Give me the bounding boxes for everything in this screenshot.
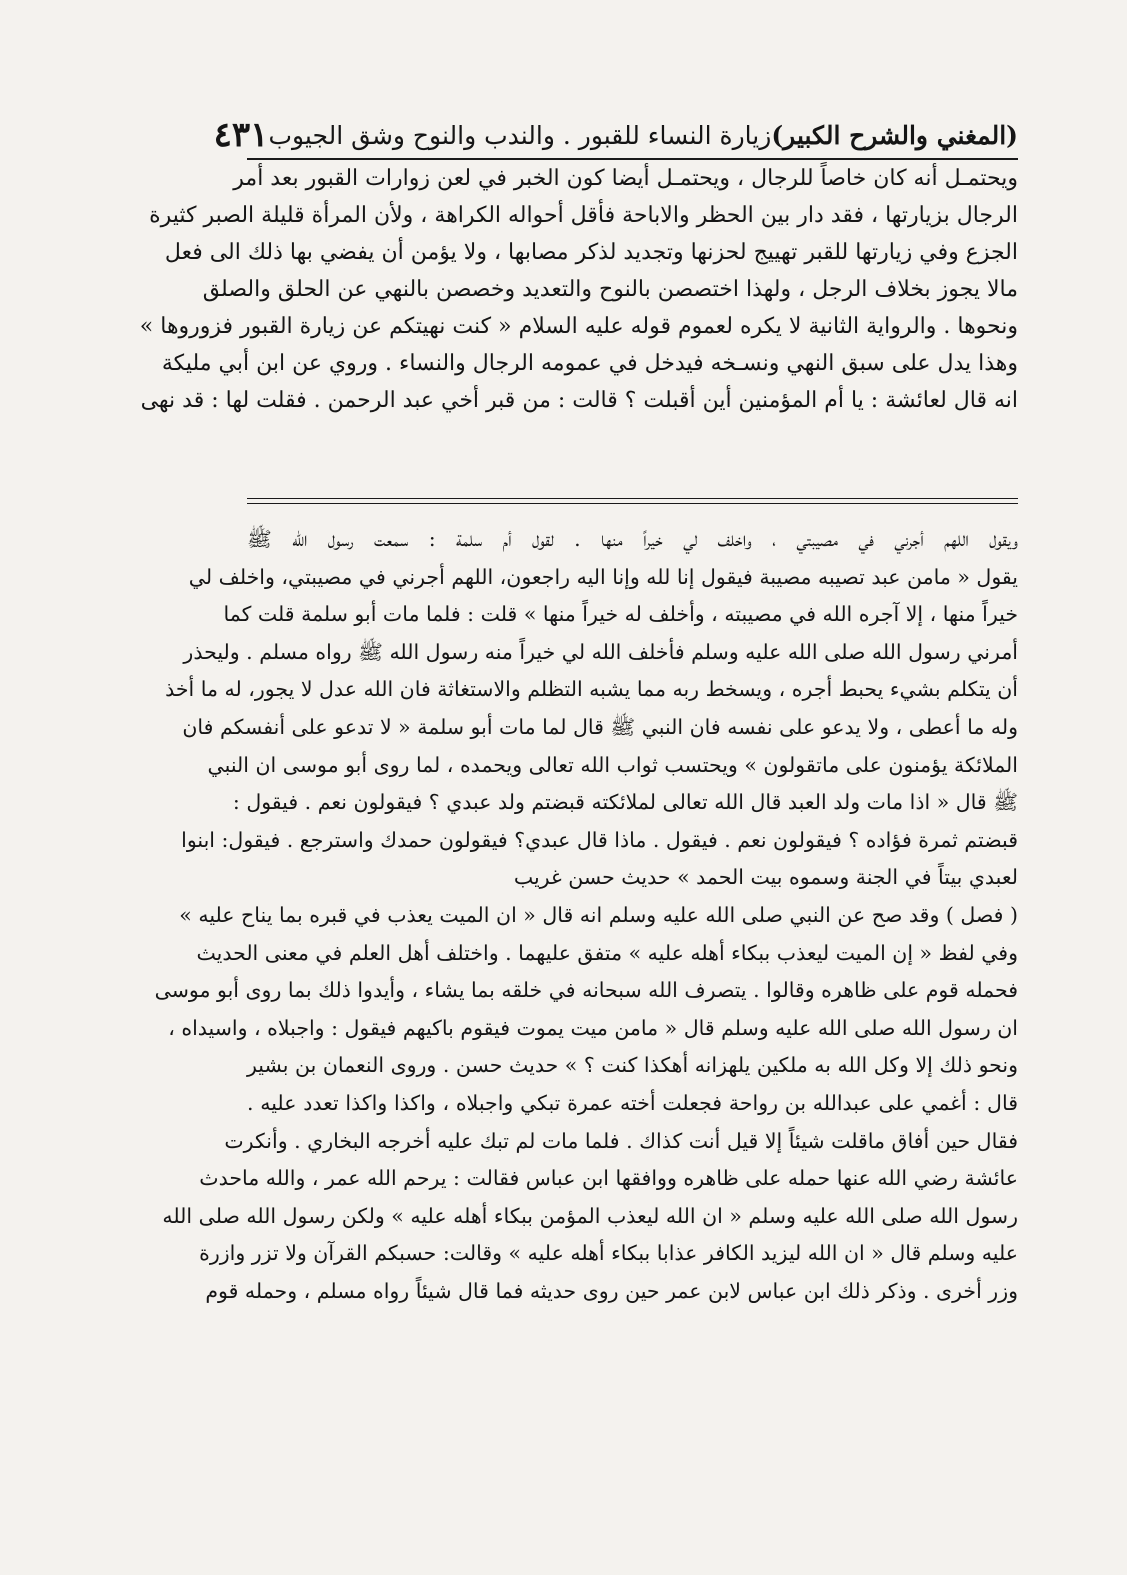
- text-line: ﷺ قال « اذا مات ولد العبد قال الله تعالى لملائكته قبضتم ولد عبدي ؟ فيقولون نعم . فيقول :: [232, 790, 1018, 815]
- main-text-block: [139, 160, 1018, 419]
- text-line: ونحو ذلك إلا وكل الله به ملكين يلهزانه أهكذا كنت ؟ » حديث حسن . وروى النعمان بن بشير: [247, 1053, 1018, 1078]
- text-line: ويحتمـل أنه كان خاصاً للرجال ، ويحتمـل أيضا كون الخبر في لعن زوارات القبور بعد أمر: [233, 166, 1018, 191]
- text-line: ويقول اللهم أجرني في مصيبتي ، واخلف لي خيراً منها . لقول أم سلمة : سمعت رسول الله ﷺ: [247, 527, 1018, 551]
- section-divider-second: [247, 503, 1018, 504]
- text-line: الملائكة يؤمنون على ماتقولون » ويحتسب ثواب الله تعالى ويحمده ، لما روى أبو موسى ان النبي: [207, 752, 1018, 777]
- text-line: أن يتكلم بشيء يحبط أجره ، ويسخط ربه مما يشبه التظلم والاستغاثة فان الله عدل لا يجور، له ما أخذ: [165, 677, 1018, 702]
- running-title: (المغني والشرح الكبير): [771, 120, 1018, 150]
- text-line: انه قال لعائشة : يا أم المؤمنين أين أقبلت ؟ قالت : من قبر أخي عبد الرحمن . فقلت لها : قد نهى: [140, 388, 1018, 413]
- text-line: وفي لفظ « إن الميت ليعذب ببكاء أهله عليه » متفق عليهما . واختلف أهل العلم في معنى الحديث: [196, 940, 1018, 965]
- text-line: ونحوها . والرواية الثانية لا يكره لعموم قوله عليه السلام « كنت نهيتكم عن زيارة القبور فزوروها »: [139, 314, 1018, 339]
- text-line: ان رسول الله صلى الله عليه وسلم قال « مامن ميت يموت فيقوم باكيهم فيقول : واجبلاه ، واسيداه ،: [168, 1015, 1018, 1040]
- text-line: لعبدي بيتاً في الجنة وسموه بيت الحمد » حديث حسن غريب: [513, 865, 1018, 890]
- page-number: ٤٣١: [213, 115, 269, 155]
- text-line: قال : أغمي على عبدالله بن رواحة فجعلت أخته عمرة تبكي واجبلاه ، واكذا واكذا تعدد عليه .: [247, 1090, 1018, 1115]
- text-line: فقال حين أفاق ماقلت شيئاً إلا قيل أنت كذاك . فلما مات لم تبك عليه أخرجه البخاري . وأنكرت: [224, 1128, 1018, 1153]
- text-line: وهذا يدل على سبق النهي ونسـخه فيدخل في عمومه الرجال والنساء . وروي عن ابن أبي مليكة: [161, 351, 1018, 376]
- text-line: فحمله قوم على ظاهره وقالوا . يتصرف الله سبحانه في خلقه بما يشاء ، وأيدوا ذلك بما روى أبو موسى: [154, 978, 1018, 1003]
- text-line: يقول « مامن عبد تصيبه مصيبة فيقول إنا لله وإنا اليه راجعون، اللهم أجرني في مصيبتي، واخلف لي: [188, 564, 1018, 589]
- text-line: أمرني رسول الله صلى الله عليه وسلم فأخلف الله لي خيراً منه رسول الله ﷺ رواه مسلم . وليحذر: [183, 639, 1018, 664]
- text-line: مالا يجوز بخلاف الرجل ، ولهذا اختصصن بالنوح والتعديد وخصصن بالنهي عن الحلق والصلق: [202, 277, 1018, 302]
- text-line: رسول الله صلى الله عليه وسلم « ان الله ليعذب المؤمن ببكاء أهله عليه » ولكن رسول الله صلى الله: [162, 1203, 1018, 1228]
- page-header: [213, 112, 1018, 160]
- text-line: قبضتم ثمرة فؤاده ؟ فيقولون نعم . فيقول . ماذا قال عبدي؟ فيقولون حمدك واسترجع . فيقول: ابنوا: [181, 827, 1018, 852]
- text-line: وله ما أعطى ، ولا يدعو على نفسه فان النبي ﷺ قال لما مات أبو سلمة « لا تدعو على أنفسكم فان: [182, 714, 1018, 739]
- text-line: الجزع وفي زيارتها للقبر تهييج لحزنها وتجديد لذكر مصابها ، ولا يؤمن أن يفضي بها ذلك الى فعل: [164, 240, 1018, 265]
- text-line: ( فصل ) وقد صح عن النبي صلى الله عليه وسلم انه قال « ان الميت يعذب في قبره بما يناح عليه »: [179, 902, 1018, 927]
- section-divider: [247, 498, 1018, 499]
- text-line: الرجال بزيارتها ، فقد دار بين الحظر والاباحة فأقل أحواله الكراهة ، ولأن المرأة قليلة الصبر كثيرة: [149, 203, 1018, 228]
- text-line: وزر أخرى . وذكر ذلك ابن عباس لابن عمر حين روى حديثه فما قال شيئاً رواه مسلم ، وحمله قوم: [205, 1278, 1018, 1303]
- text-line: عائشة رضي الله عنها حمله على ظاهره ووافقها ابن عباس فقالت : يرحم الله عمر ، والله ماحدث: [199, 1166, 1018, 1191]
- section-subject: زيارة النساء للقبور . والندب والنوح وشق الجيوب: [268, 120, 772, 150]
- text-line: خيراً منها ، إلا آجره الله في مصيبته ، وأخلف له خيراً منها » قلت : فلما مات أبو سلمة قلت كما: [223, 602, 1018, 627]
- text-line: عليه وسلم قال « ان الله ليزيد الكافر عذابا ببكاء أهله عليه » وقالت: حسبكم القرآن ولا تزر وازرة: [199, 1241, 1018, 1266]
- commentary-text-block: [154, 521, 1018, 1310]
